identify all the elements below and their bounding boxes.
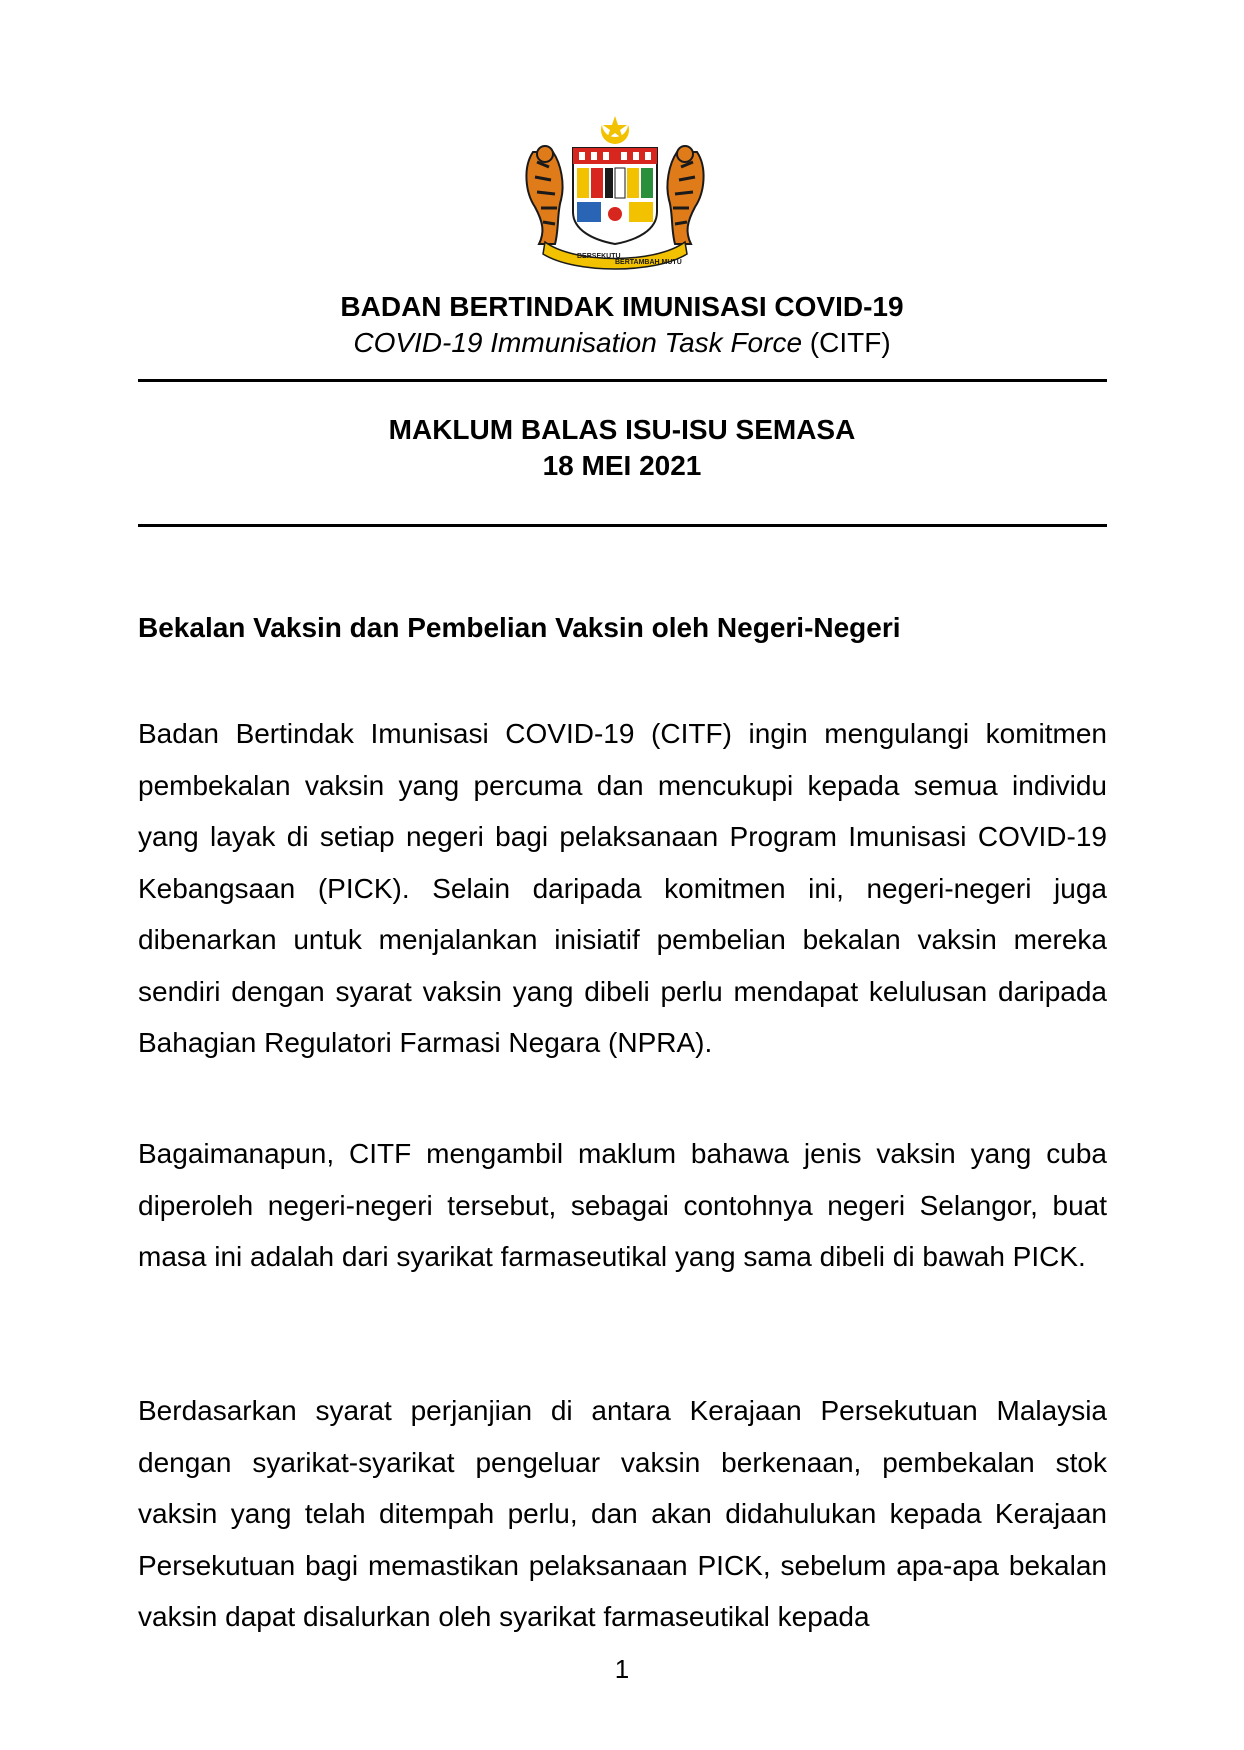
crescent-star-icon <box>601 112 629 144</box>
motto-ribbon <box>543 242 687 269</box>
right-tiger-icon <box>667 146 703 244</box>
org-subtitle-abbrev: (CITF) <box>802 327 891 358</box>
org-subtitle <box>0 326 1244 360</box>
document-title: MAKLUM BALAS ISU-ISU SEMASA <box>388 414 856 445</box>
paragraph-3: Berdasarkan syarat perjanjian di antara Kerajaan Persekutuan Malaysia dengan syarikat-syarikat pengeluar vaksin berkenaan, pembekalan stok vaksin yang telah ditempah perlu, dan akan didahulukan kepada Kerajaan Persekutuan bagi memastikan pelaksanaan PICK, sebelum apa-apa bekalan vaksin dapat disalurkan oleh syarikat farmaseutikal kepada <box>138 1395 1107 1632</box>
left-tiger-icon <box>526 146 562 244</box>
page-number: 1 <box>614 1654 630 1684</box>
divider-top <box>138 379 1107 382</box>
section-heading: Bekalan Vaksin dan Pembelian Vaksin oleh Negeri-Negeri <box>138 612 901 643</box>
org-subtitle-italic: COVID-19 Immunisation Task Force <box>353 327 803 358</box>
coat-of-arms-logo <box>515 112 715 272</box>
document-date: 18 MEI 2021 <box>542 450 702 481</box>
shield-icon <box>573 148 657 244</box>
paragraph-2: Bagaimanapun, CITF mengambil maklum bahawa jenis vaksin yang cuba diperoleh negeri-negeri tersebut, sebagai contohnya negeri Selangor, buat masa ini adalah dari syarikat farmaseutikal yang sama dibeli di bawah PICK. <box>138 1138 1107 1272</box>
svg-text:BERTAMBAH MUTU: BERTAMBAH MUTU <box>615 259 682 266</box>
paragraph-1: Badan Bertindak Imunisasi COVID-19 (CITF) ingin mengulangi komitmen pembekalan vaksin yang percuma dan mencukupi kepada semua individu yang layak di setiap negeri bagi pelaksanaan Program Imunisasi COVID-19 Kebangsaan (PICK). Selain daripada komitmen ini, negeri-negeri juga dibenarkan untuk menjalankan inisiatif pembelian bekalan vaksin mereka sendiri dengan syarat vaksin yang dibeli perlu mendapat kelulusan daripada Bahagian Regulatori Farmasi Negara (NPRA). <box>138 718 1107 1058</box>
org-title: BADAN BERTINDAK IMUNISASI COVID-19 <box>340 291 904 322</box>
divider-bottom <box>138 524 1107 527</box>
svg-text:BERSEKUTU: BERSEKUTU <box>577 253 621 260</box>
